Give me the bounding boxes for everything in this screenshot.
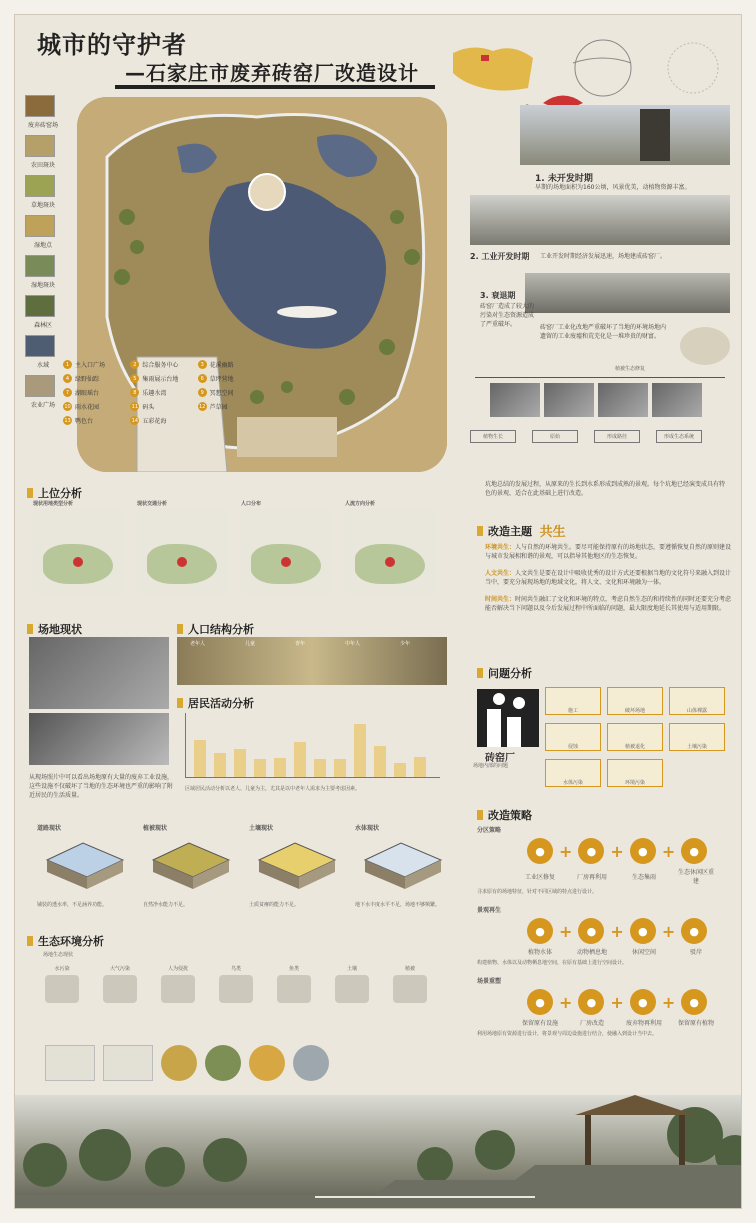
eco-item: [43, 965, 81, 1006]
residents-bar: [274, 758, 286, 777]
period-photo-1: [520, 105, 730, 165]
problem-node: 土壤污染: [669, 723, 725, 751]
strategy-icon: ●: [578, 918, 604, 944]
eco-item-icon: [45, 975, 79, 1003]
strategy-item-label: 动物栖息地: [576, 949, 607, 956]
eco-item: [333, 965, 371, 1006]
problem-node: 水体污染: [545, 759, 601, 787]
residents-bar: [234, 749, 246, 777]
period-2-title: 2. 工业开发时期: [470, 252, 530, 261]
strategy-icon: ●: [527, 989, 553, 1015]
eco-item-icon: [103, 975, 137, 1003]
eco-item: [391, 965, 429, 1006]
factory-label: 砖窑厂: [485, 753, 515, 764]
strategy-heading: 改造策略: [477, 807, 532, 823]
eco-item: [217, 965, 255, 1006]
plan-legend-label: 雨水花园: [75, 404, 100, 411]
strategy-group-name: 分区策略: [477, 827, 502, 834]
strategy-note: 利用场地原有资源进行设计，将景观与周边设施进行结合，使融入到设计当中去。: [477, 1031, 658, 1037]
upper-map-title: 现状交通分析: [137, 501, 168, 507]
theme-heading: 改造主题 共生: [477, 521, 566, 540]
site-status-heading: 场地现状: [27, 621, 82, 637]
plan-legend-item: [130, 416, 195, 425]
plan-legend-item: [63, 402, 128, 411]
flow-photo-4: [652, 383, 702, 417]
period-photo-2: [470, 195, 730, 245]
watchtower-icon: [640, 109, 670, 161]
residents-bar: [254, 759, 266, 777]
upper-analysis-heading: 上位分析: [27, 485, 82, 501]
plan-legend-number: 2: [130, 360, 139, 369]
eco-circle-4: [293, 1045, 329, 1081]
plan-legend-item: [198, 374, 263, 383]
plan-legend-number: 9: [198, 388, 207, 397]
legend-label: 农业广场: [30, 402, 55, 409]
strategy-group: [477, 825, 735, 895]
plan-legend-number: 10: [64, 403, 71, 410]
strategy-item-label: 生态集雨: [631, 873, 656, 881]
strategy-group: [477, 905, 735, 966]
eco-subheading: 场地生态现状: [43, 952, 74, 958]
flow-step: 植物生长: [470, 430, 516, 443]
flow-step: 原始: [532, 430, 578, 443]
species-grid-2: [103, 1045, 153, 1081]
strategy-icon: ●: [527, 918, 553, 944]
legend-swatch: [25, 95, 55, 117]
strategy-item-label: 废弃物再利用: [625, 1020, 662, 1027]
legend-label: 湿地斑块: [30, 282, 55, 289]
strategy-group: [477, 976, 735, 1037]
strategy-icon: ●: [578, 838, 604, 864]
upper-map: [241, 500, 333, 594]
site-photo-2: [29, 713, 169, 765]
plan-legend-item: [198, 388, 263, 397]
upper-map-drawing: [345, 509, 437, 594]
road-status-block: [143, 835, 235, 895]
strategy-groups: [477, 825, 735, 1047]
legend-swatch: [25, 295, 55, 317]
strategy-icon: ●: [578, 989, 604, 1015]
plan-legend-label: 湖眼瑶台: [75, 390, 100, 397]
road-status-card: [355, 823, 447, 908]
population-label: 老年人: [190, 641, 206, 647]
residents-bar: [194, 740, 206, 777]
theme-item-key: 时间共生：: [485, 596, 516, 603]
strategy-item-label: 保留原有植物: [677, 1020, 714, 1027]
factory-icon: [477, 689, 539, 747]
plan-legend-number: 4: [63, 374, 72, 383]
population-label: 青年: [295, 641, 306, 647]
strategy-note: 构建植物、水体以及动物栖息地空间，在原有基础上进行空间设计。: [477, 960, 628, 966]
plus-icon: +: [610, 841, 624, 861]
residents-bar: [354, 724, 366, 777]
legend-label: 废弃砖窑场: [27, 122, 58, 129]
eco-item-label: 植被: [404, 966, 415, 972]
eco-item-icon: [161, 975, 195, 1003]
residents-heading: 居民活动分析: [177, 695, 254, 711]
period-3-text: 砖窑厂造成了较大的污染对生态资源造成了严重破坏。: [480, 303, 535, 328]
plan-legend-label: 五彩花海: [142, 418, 167, 425]
plan-legend-number: 3: [198, 360, 207, 369]
eco-item-icon: [277, 975, 311, 1003]
plan-legend-number: 13: [64, 417, 71, 424]
plan-legend-label: 主入口广场: [75, 362, 106, 369]
eco-item-label: 鱼类: [288, 966, 299, 972]
plan-legend-item: [198, 360, 263, 369]
upper-map: [345, 500, 437, 594]
theme-item-key: 环境共生：: [485, 544, 516, 551]
strategy-item-label: 驳岸: [689, 949, 702, 956]
strategy-group-name: 景观再生: [477, 907, 502, 914]
residents-bar: [374, 746, 386, 777]
road-status-title: 水体现状: [355, 825, 380, 832]
road-status-block: [249, 835, 341, 895]
plan-legend-label: 综合服务中心: [142, 362, 179, 369]
road-status-caption: 铺装的透水率，不足涵养功能。: [37, 902, 108, 908]
strategy-item-label: 休闲空间: [631, 949, 656, 956]
theme-item: [477, 543, 732, 561]
residents-bar: [214, 753, 226, 777]
eco-heading: 生态环境分析: [27, 933, 104, 949]
eco-circle-1: [161, 1045, 197, 1081]
plus-icon: +: [610, 921, 624, 941]
flow-photo-1: [490, 383, 540, 417]
plan-legend-number: 11: [131, 403, 139, 410]
strategy-item-label: 工业区修复: [524, 873, 555, 881]
upper-map-title: 人流方向分析: [345, 501, 376, 507]
legend-swatch: [25, 175, 55, 197]
plan-legend-label: 绿野仙踪: [75, 376, 100, 383]
strategy-icon: ●: [630, 838, 656, 864]
flow-step: 形成路径: [594, 430, 640, 443]
legend-label: 森林区: [33, 322, 52, 329]
strategy-icon: ●: [681, 918, 707, 944]
population-label: 中年人: [345, 641, 361, 647]
strategy-item-label: 厂房改造: [579, 1020, 604, 1027]
theme-item-key: 人文共生：: [485, 570, 516, 577]
strategy-icon: ●: [527, 838, 553, 864]
road-status-card: [37, 823, 129, 908]
restoration-flow: [465, 365, 733, 475]
problem-diagram: [545, 687, 735, 797]
plan-legend-item: [130, 374, 195, 383]
plan-legend-label: 冥想空间: [209, 390, 234, 397]
road-status-card: [249, 823, 341, 908]
residents-bar: [394, 763, 406, 777]
strategy-item-label: 植物水体: [527, 949, 552, 956]
legend-swatch: [25, 215, 55, 237]
eco-circle-3: [249, 1045, 285, 1081]
period-3-title: 3. 衰退期: [480, 291, 516, 300]
period-1-text: 早期的场地面积为160公顷，风景优美，动植物资源丰富。: [535, 184, 691, 191]
eco-item-label: 人为侵扰: [167, 966, 188, 972]
theme-item: [477, 569, 732, 587]
flow-photo-2: [544, 383, 594, 417]
problem-node: 破坏场地: [607, 687, 663, 715]
theme-item-text: 人文共生是要在设计中吸收优秀的设计方式还要根据当地的文化符号来融入到设计当中，要充分展现场地的地域文化，将人文、文化和环境融为一体。: [485, 570, 732, 586]
plan-legend-label: 集雨展示台地: [142, 376, 179, 383]
problem-node: 山体裸露: [669, 687, 725, 715]
upper-map-title: 现状用地类型分析: [33, 501, 74, 507]
legend-swatch: [25, 135, 55, 157]
residents-bar: [294, 742, 306, 777]
plan-legend-number: 1: [63, 360, 72, 369]
period-photo-3: [525, 273, 730, 313]
eco-item-icon: [219, 975, 253, 1003]
theme-item-text: 时间共生融汇了文化和环境的特点，考虑自然生态的和持续性的同时还要充分考虑能否解决当下问题以及今后发展过程中所面临的问题，最大限度地延长其使用与适用期限。: [485, 596, 732, 612]
legend-label: 农田斑块: [30, 162, 55, 169]
plus-icon: +: [559, 841, 573, 861]
strategy-icon: ●: [681, 838, 707, 864]
plan-legend-item: [130, 402, 195, 411]
residents-bar: [414, 757, 426, 777]
plan-legend-item: [63, 374, 128, 383]
strategy-group-name: 场景重塑: [477, 978, 502, 985]
road-status-block: [37, 835, 129, 895]
upper-map: [137, 500, 229, 594]
site-photo-1: [29, 637, 169, 709]
upper-map-title: 人口分布: [241, 501, 262, 507]
residents-caption: 区域居民活动分析以老人、儿童为主，尤其是以中老年人需求为主要考虑因素。: [185, 786, 361, 792]
legend-label: 草地斑块: [30, 202, 55, 209]
plan-legend-label: 草坪营地: [209, 376, 234, 383]
poster-subtitle: —石家庄市废弃砖窑厂改造设计: [125, 61, 419, 85]
eco-item: [275, 965, 313, 1006]
road-status-caption: 地下水丰度水平不足，场地不够频繁。: [355, 902, 441, 908]
plan-legend-item: [63, 416, 128, 425]
poster: [14, 14, 742, 1209]
flow-photo-3: [598, 383, 648, 417]
plus-icon: +: [610, 992, 624, 1012]
plan-legend: [63, 360, 263, 428]
eco-item-label: 鸟类: [230, 966, 241, 972]
plus-icon: +: [661, 841, 676, 861]
plus-icon: +: [559, 921, 573, 941]
upper-map-drawing: [33, 509, 125, 594]
upper-map-drawing: [137, 509, 229, 594]
eco-item: [159, 965, 197, 1006]
theme-item: [477, 595, 732, 613]
road-status-title: 土壤现状: [249, 825, 274, 832]
plan-legend-number: 5: [130, 374, 139, 383]
legend-label: 湿地点: [33, 242, 52, 249]
poster-title: 城市的守护者: [37, 31, 187, 59]
plan-legend-item: [130, 360, 195, 369]
road-status-caption: 土质贫瘠的能力不足。: [249, 902, 300, 908]
period-3-note: 砖窑厂工业化改地严重破坏了当地的环境场地内遗留的工业废墟和荒芜化是一堆珍贵的财富。: [540, 324, 667, 340]
plan-legend-number: 8: [130, 388, 139, 397]
plan-legend-label: 花溪幽路: [209, 362, 234, 369]
eco-item: [101, 965, 139, 1006]
problem-node: 环境污染: [607, 759, 663, 787]
upper-map: [33, 500, 125, 594]
road-status-block: [355, 835, 447, 895]
road-status-caption: 自然净水能力不足。: [143, 902, 189, 908]
section-rendering: [15, 1095, 742, 1209]
upper-map-drawing: [241, 509, 333, 594]
eco-item-label: 水污染: [54, 966, 70, 972]
theme-items: [477, 543, 732, 621]
species-grid: [45, 1045, 95, 1081]
legend-swatch: [25, 375, 55, 397]
strategy-icon: ●: [630, 918, 656, 944]
strategy-item-label: 保留原有设施: [521, 1020, 558, 1027]
theme-item-text: 人与自然的环境共生。要尽可能保持原有的场地状态，要遵循恢复自然的原则建设与城市发展相和谐的景观，可以指导其他地区的生态恢复。: [485, 544, 732, 560]
strategy-icon: ●: [681, 989, 707, 1015]
legend-swatch: [25, 255, 55, 277]
population-label: 儿童: [245, 641, 256, 647]
decorative-circle: [680, 327, 730, 365]
plan-legend-label: 乐趣水湾: [142, 390, 167, 397]
plan-legend-label: 码头: [142, 404, 155, 411]
plan-legend-number: 12: [198, 403, 206, 410]
theme-word: 共生: [539, 525, 566, 540]
problem-heading: 问题分析: [477, 665, 532, 681]
problem-node: 侵蚀: [545, 723, 601, 751]
site-status-text: 从现场照片中可以看出场地原有大量的废弃工业设施，这些设施不仅破坏了当地的生态环境也严重的影响了附近居民的生活质量。: [29, 774, 174, 799]
flow-caption: 坑地总结的发展过程，从原来的生长到水系形成到成熟的景观。每个坑地已经演变成具有特色的景观，适合在此基础上进行改造。: [485, 481, 726, 497]
population-label: 少年: [400, 641, 411, 647]
eco-circle-2: [205, 1045, 241, 1081]
strategy-item-label: 厂房再利用: [576, 873, 607, 881]
plan-legend-number: 14: [131, 417, 139, 424]
eco-item-label: 大气污染: [109, 966, 130, 972]
factory-sublabel: 场地内部的问题: [473, 763, 509, 769]
residents-bar: [314, 759, 326, 777]
period-2-text: 工业开发时期经济发展迅速，场地建成砖窑厂。: [540, 253, 667, 260]
population-heading: 人口结构分析: [177, 621, 254, 637]
flow-step: 形成生态系统: [656, 430, 702, 443]
period-1-title: 1. 未开发时期: [535, 174, 593, 184]
plus-icon: +: [559, 992, 573, 1012]
plan-legend-number: 6: [198, 374, 207, 383]
flow-label: 植被生态修复: [615, 366, 646, 372]
plan-legend-item: [130, 388, 195, 397]
plan-legend-item: [63, 360, 128, 369]
strategy-note: 寻求原有的场地特征，针对不同区域的特点进行设计。: [477, 889, 598, 895]
legend-swatch: [25, 335, 55, 357]
strategy-item-label: 生态休闲区重建: [677, 869, 714, 885]
plus-icon: +: [661, 921, 676, 941]
problem-node: 施工: [545, 687, 601, 715]
road-status-title: 道路现状: [37, 825, 62, 832]
eco-photos: [45, 1045, 329, 1081]
problem-node: 植被退化: [607, 723, 663, 751]
residents-chart: [185, 713, 440, 778]
residents-bar: [334, 759, 346, 777]
plus-icon: +: [661, 992, 676, 1012]
eco-item-icon: [335, 975, 369, 1003]
plan-legend-label: 芦草园: [209, 404, 228, 411]
plan-legend-item: [63, 388, 128, 397]
eco-item-icon: [393, 975, 427, 1003]
legend-label: 水域: [36, 362, 49, 369]
location-maps: [453, 33, 733, 113]
plan-legend-number: 7: [63, 388, 72, 397]
road-status-title: 植被现状: [143, 825, 168, 832]
plan-legend-label: 鸭色台: [75, 418, 94, 425]
plan-legend-item: [198, 402, 263, 411]
eco-item-label: 土壤: [346, 966, 357, 972]
road-status-card: [143, 823, 235, 908]
title-underline: [115, 85, 435, 89]
strategy-icon: ●: [630, 989, 656, 1015]
